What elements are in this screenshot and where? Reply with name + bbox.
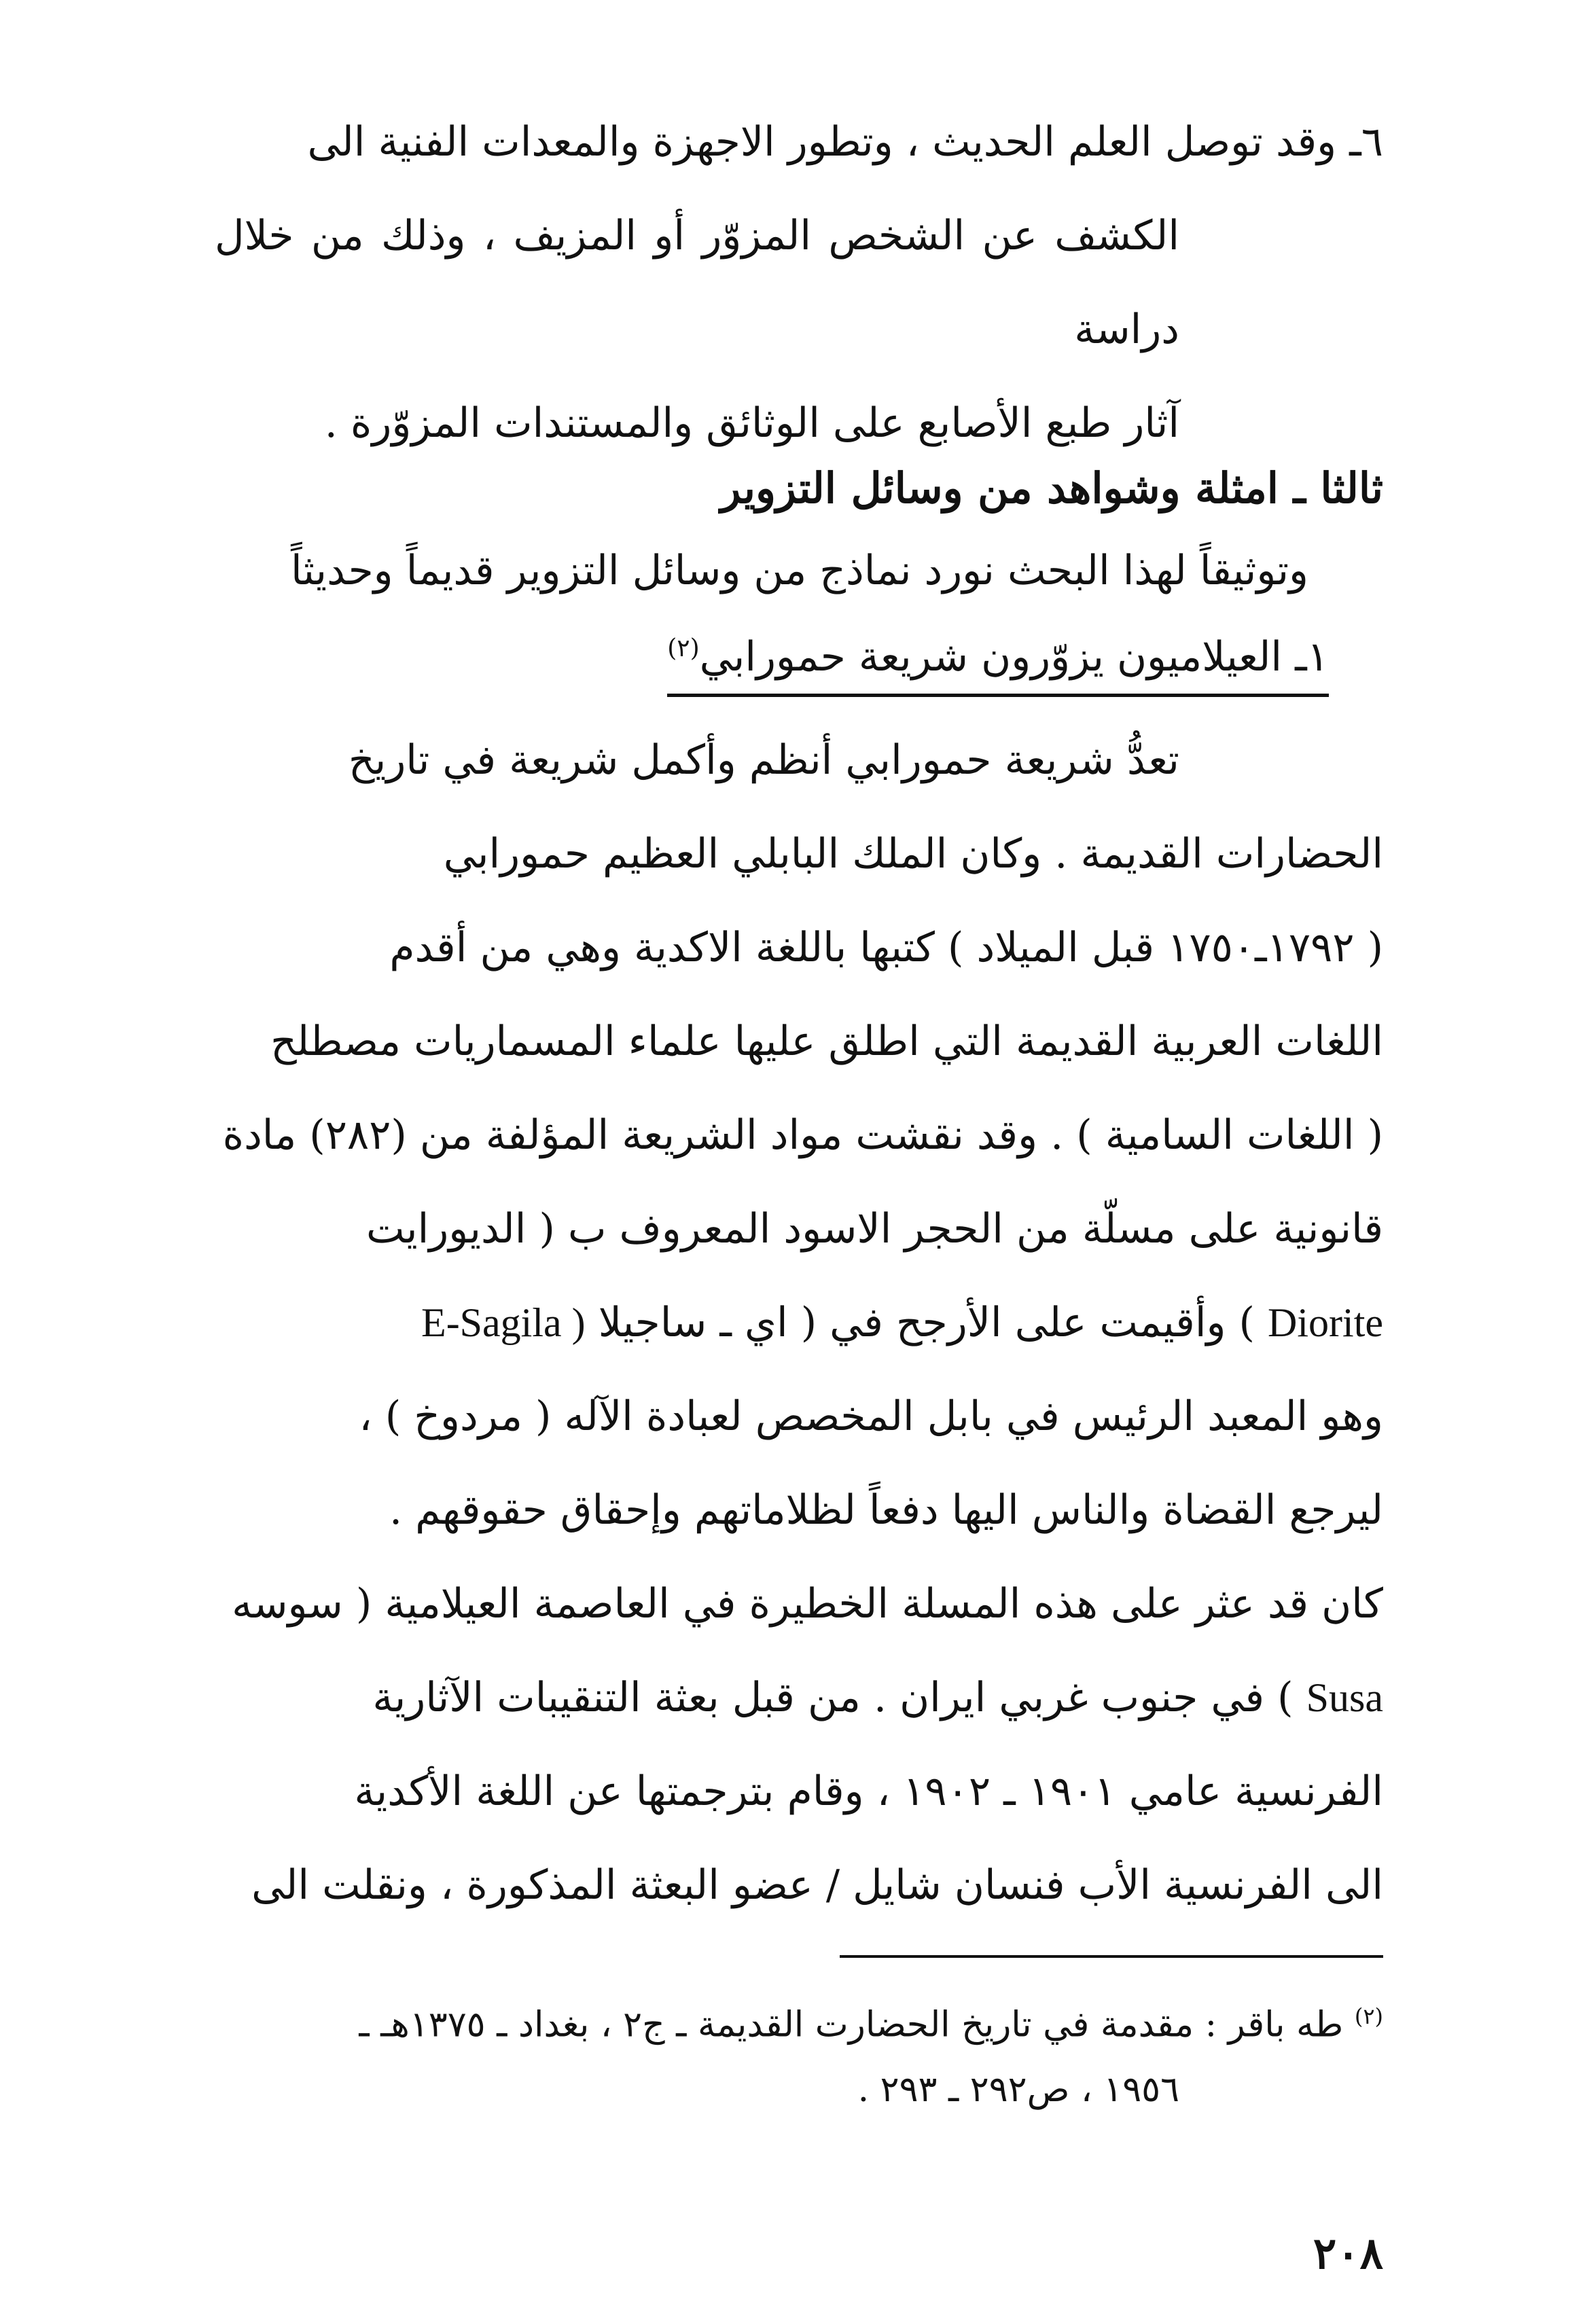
footnote-text: طه باقر : مقدمة في تاريخ الحضارت القديمة ـ ج٢ ، بغداد ـ ١٣٧٥هـ ـ: [359, 2004, 1344, 2045]
latin-term: E-Sagila ): [421, 1300, 586, 1345]
text-segment: ) وأقيمت على الأرجح في ( اي ـ ساجيلا: [598, 1299, 1255, 1346]
text-line: ٦ـ وقد توصل العلم الحديث ، وتطور الاجهزة والمعدات الفنية الى: [307, 118, 1383, 166]
text-line: الفرنسية عامي ١٩٠١ ـ ١٩٠٢ ، وقام بترجمتها عن اللغة الأكدية: [354, 1768, 1383, 1815]
footnote-line: ١٩٥٦ ، ص٢٩٢ ـ ٢٩٣ .: [857, 2069, 1179, 2111]
subsection-heading: [667, 615, 1329, 697]
intro-sentence: وتوثيقاً لهذا البحث نورد نماذج من وسائل التزوير قديماً وحديثاً: [291, 547, 1308, 594]
text-line: الحضارات القديمة . وكان الملك البابلي العظيم حمورابي: [443, 830, 1383, 878]
footnote: [215, 1984, 1383, 2122]
footnote-reference: (٢): [667, 634, 700, 662]
text-line: اللغات العربية القديمة التي اطلق عليها علماء المسماريات مصطلح: [270, 1018, 1383, 1065]
body-text: [215, 713, 1383, 1932]
text-line: وهو المعبد الرئيس في بابل المخصص لعبادة الآله ( مردوخ ) ،: [359, 1393, 1383, 1440]
text-line: الكشف عن الشخص المزوّر أو المزيف ، وذلك من خلال دراسة: [215, 212, 1179, 353]
text-line: ليرجع القضاة والناس اليها دفعاً لظلاماتهم وإحقاق حقوقهم .: [389, 1486, 1383, 1534]
page-number: ٢٠٨: [1313, 2228, 1383, 2279]
text-line: قانونية على مسلّة من الحجر الاسود المعروف ب ( الديورايت: [365, 1205, 1383, 1253]
text-line: [215, 1651, 1383, 1745]
footnote-line: [215, 1984, 1383, 2057]
text-line: الى الفرنسية الأب فنسان شايل / عضو البعثة المذكورة ، ونقلت الى: [251, 1861, 1383, 1909]
text-line: ( ١٧٩٢ـ١٧٥٠ قبل الميلاد ) كتبها باللغة الاكدية وهي من أقدم: [389, 924, 1383, 971]
latin-term: Susa: [1306, 1675, 1383, 1720]
latin-term: Diorite: [1268, 1300, 1383, 1345]
subsection-title: ١ـ العيلاميون يزوّرون شريعة حمورابي: [699, 633, 1329, 681]
text-line: [215, 1276, 1383, 1370]
text-segment: ) في جنوب غربي ايران . من قبل بعثة التنقيبات الآثارية: [372, 1674, 1294, 1721]
text-line: تعدُّ شريعة حمورابي أنظم وأكمل شريعة في تاريخ: [348, 736, 1179, 784]
text-line: ( اللغات السامية ) . وقد نقشت مواد الشريعة المؤلفة من (٢٨٢) مادة: [222, 1111, 1383, 1159]
text-line: آثار طبع الأصابع على الوثائق والمستندات المزوّرة .: [324, 399, 1179, 447]
section-heading: ثالثا ـ امثلة وشواهد من وسائل التزوير: [720, 463, 1383, 513]
text-line: كان قد عثر على هذه المسلة الخطيرة في العاصمة العيلامية ( سوسه: [232, 1580, 1383, 1628]
footnote-divider: [840, 1955, 1383, 1958]
paragraph-item-6: [215, 95, 1383, 470]
footnote-marker: (٢): [1354, 2003, 1383, 2029]
